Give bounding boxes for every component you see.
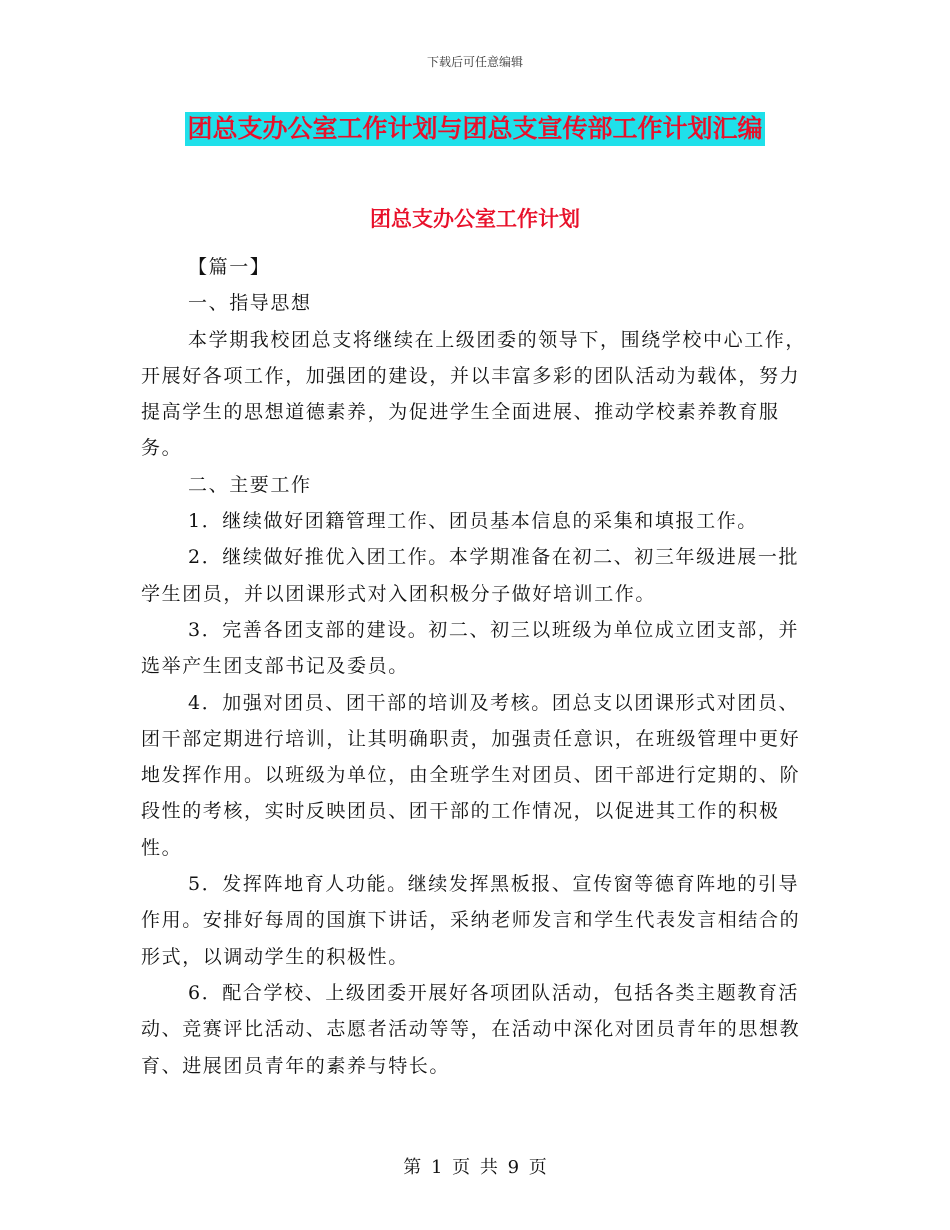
list-item: 6．配合学校、上级团委开展好各项团队活动，包括各类主题教育活动、竞赛评比活动、志愿者活动等等，在活动中深化对团员青年的思想教育、进展团员青年的素养与特长。 <box>141 981 801 1077</box>
section-title: 团总支办公室工作计划 <box>370 207 580 231</box>
header-note: 下载后可任意编辑 <box>426 55 523 69</box>
list-item: 1．继续做好团籍管理工作、团员基本信息的采集和填报工作。 <box>188 510 758 533</box>
main-title <box>0 112 950 146</box>
main-title-text: 团总支办公室工作计划与团总支宣传部工作计划汇编 <box>185 112 764 146</box>
list-item: 4．加强对团员、团干部的培训及考核。团总支以团课形式对团员、团干部定期进行培训，让其明确职责，加强责任意识，在班级管理中更好地发挥作用。以班级为单位，由全班学生对团员、团干部进行定期的、阶段性的考核，实时反映团员、团干部的工作情况，以促进其工作的积极性。 <box>141 691 801 859</box>
document-body <box>141 249 806 1084</box>
heading-guiding-thought: 一、指导思想 <box>188 292 312 315</box>
list-item: 3．完善各团支部的建设。初二、初三以班级为单位成立团支部，并选举产生团支部书记及委员。 <box>141 618 800 678</box>
page-number: 第 1 页 共 9 页 <box>403 1157 547 1178</box>
heading-main-work: 二、主要工作 <box>188 473 312 496</box>
list-item: 5．发挥阵地育人功能。继续发挥黑板报、宣传窗等德育阵地的引导作用。安排好每周的国旗下讲话，采纳老师发言和学生代表发言相结合的形式，以调动学生的积极性。 <box>141 873 801 968</box>
list-item: 2．继续做好推优入团工作。本学期准备在初二、初三年级进展一批学生团员，并以团课形式对入团积极分子做好培训工作。 <box>141 546 800 605</box>
section-label: 【篇一】 <box>188 256 271 278</box>
paragraph-guiding-thought: 本学期我校团总支将继续在上级团委的领导下，围绕学校中心工作，开展好各项工作，加强团的建设，并以丰富多彩的团队活动为载体，努力提高学生的思想道德素养，为促进学生全面进展、推动学校素养教育服务。 <box>141 328 807 460</box>
